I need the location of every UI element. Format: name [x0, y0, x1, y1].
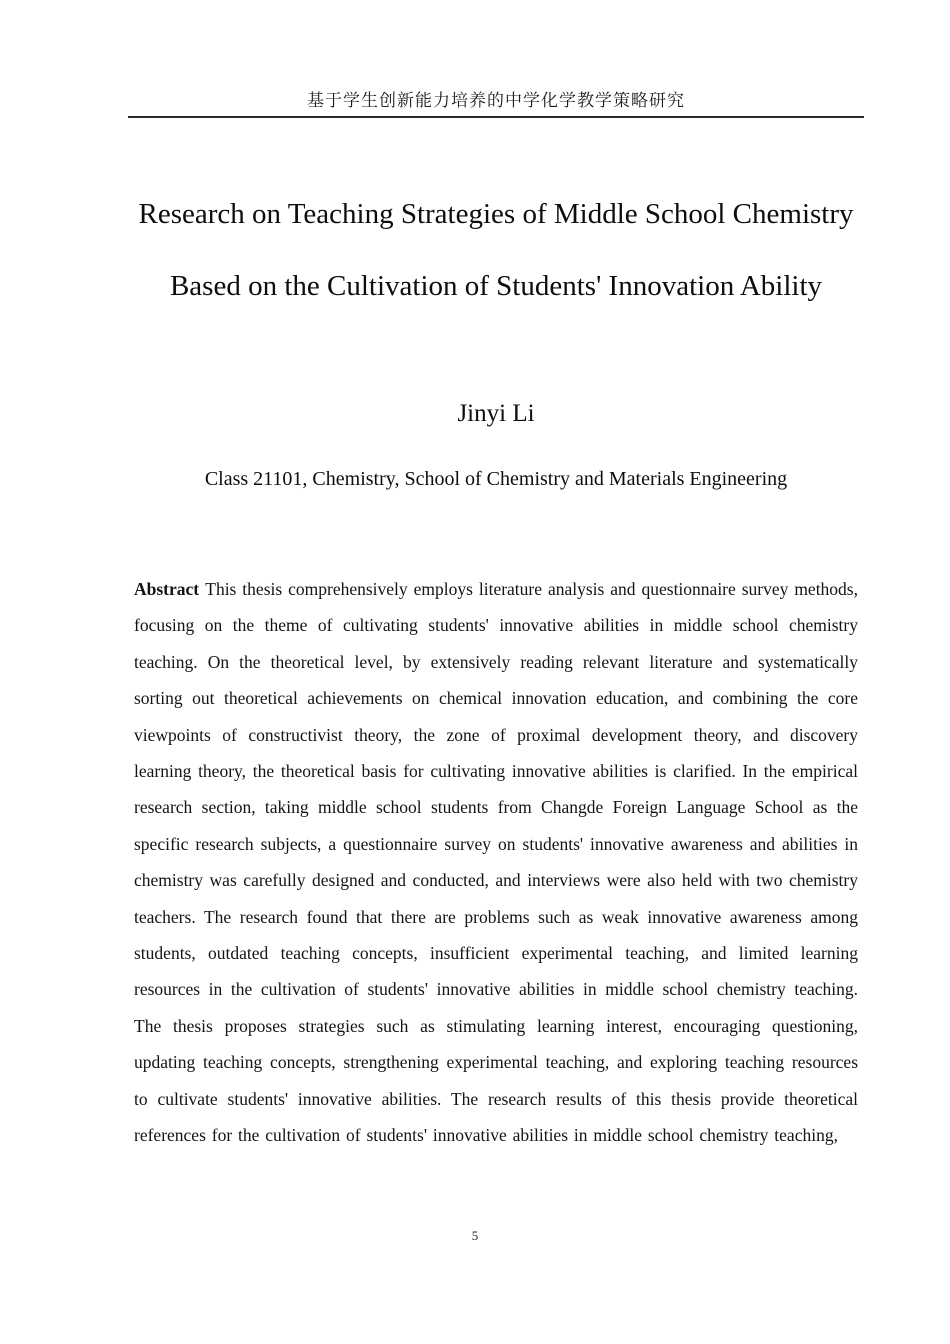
author-affiliation: Class 21101, Chemistry, School of Chemistry and Materials Engineering	[204, 468, 788, 490]
abstract-text: This thesis comprehensively employs literature analysis and questionnaire survey methods, focusing on the theme of cultivating students' innovative abilities in middle school chemistry teaching. On the theoretical level, by extensively reading relevant literature and systematically sorting out theoretical achievements on chemical innovation education, and combining the core viewpoints of constructivist theory, the zone of proximal development theory, and discovery learning theory, the theoretical basis for cultivating innovative abilities is clarified. In the empirical research section, taking middle school students from Changde Foreign Language School as the specific research subjects, a questionnaire survey on students' innovative awareness and abilities in chemistry was carefully designed and conducted, and interviews were also held with two chemistry teachers. The research found that there are problems such as weak innovative awareness among students, outdated teaching concepts, insufficient experimental teaching, and limited learning resources in the cultivation of students' innovative abilities in middle school chemistry teaching. The thesis proposes strategies such as stimulating learning interest, encouraging questioning, updating teaching concepts, strengthening experimental teaching, and exploring teaching resources to cultivate students' innovative abilities. The research results of this thesis provide theoretical references for the cultivation of students' innovative abilities in middle school chemistry teaching,	[134, 579, 858, 1146]
document-page	[128, 0, 864, 1154]
thesis-title-line2: Based on the Cultivation of Students' Innovation Ability	[169, 270, 823, 302]
header-rule	[128, 116, 864, 118]
page-number: 5	[471, 1228, 479, 1243]
thesis-title	[128, 178, 864, 322]
running-header	[128, 88, 864, 114]
author-name: Jinyi Li	[457, 400, 535, 427]
thesis-title-line1: Research on Teaching Strategies of Middle School Chemistry	[138, 198, 854, 230]
abstract-label: Abstract	[134, 579, 200, 599]
running-header-text: 基于学生创新能力培养的中学化学教学策略研究	[307, 91, 685, 110]
abstract-paragraph	[128, 571, 864, 1154]
